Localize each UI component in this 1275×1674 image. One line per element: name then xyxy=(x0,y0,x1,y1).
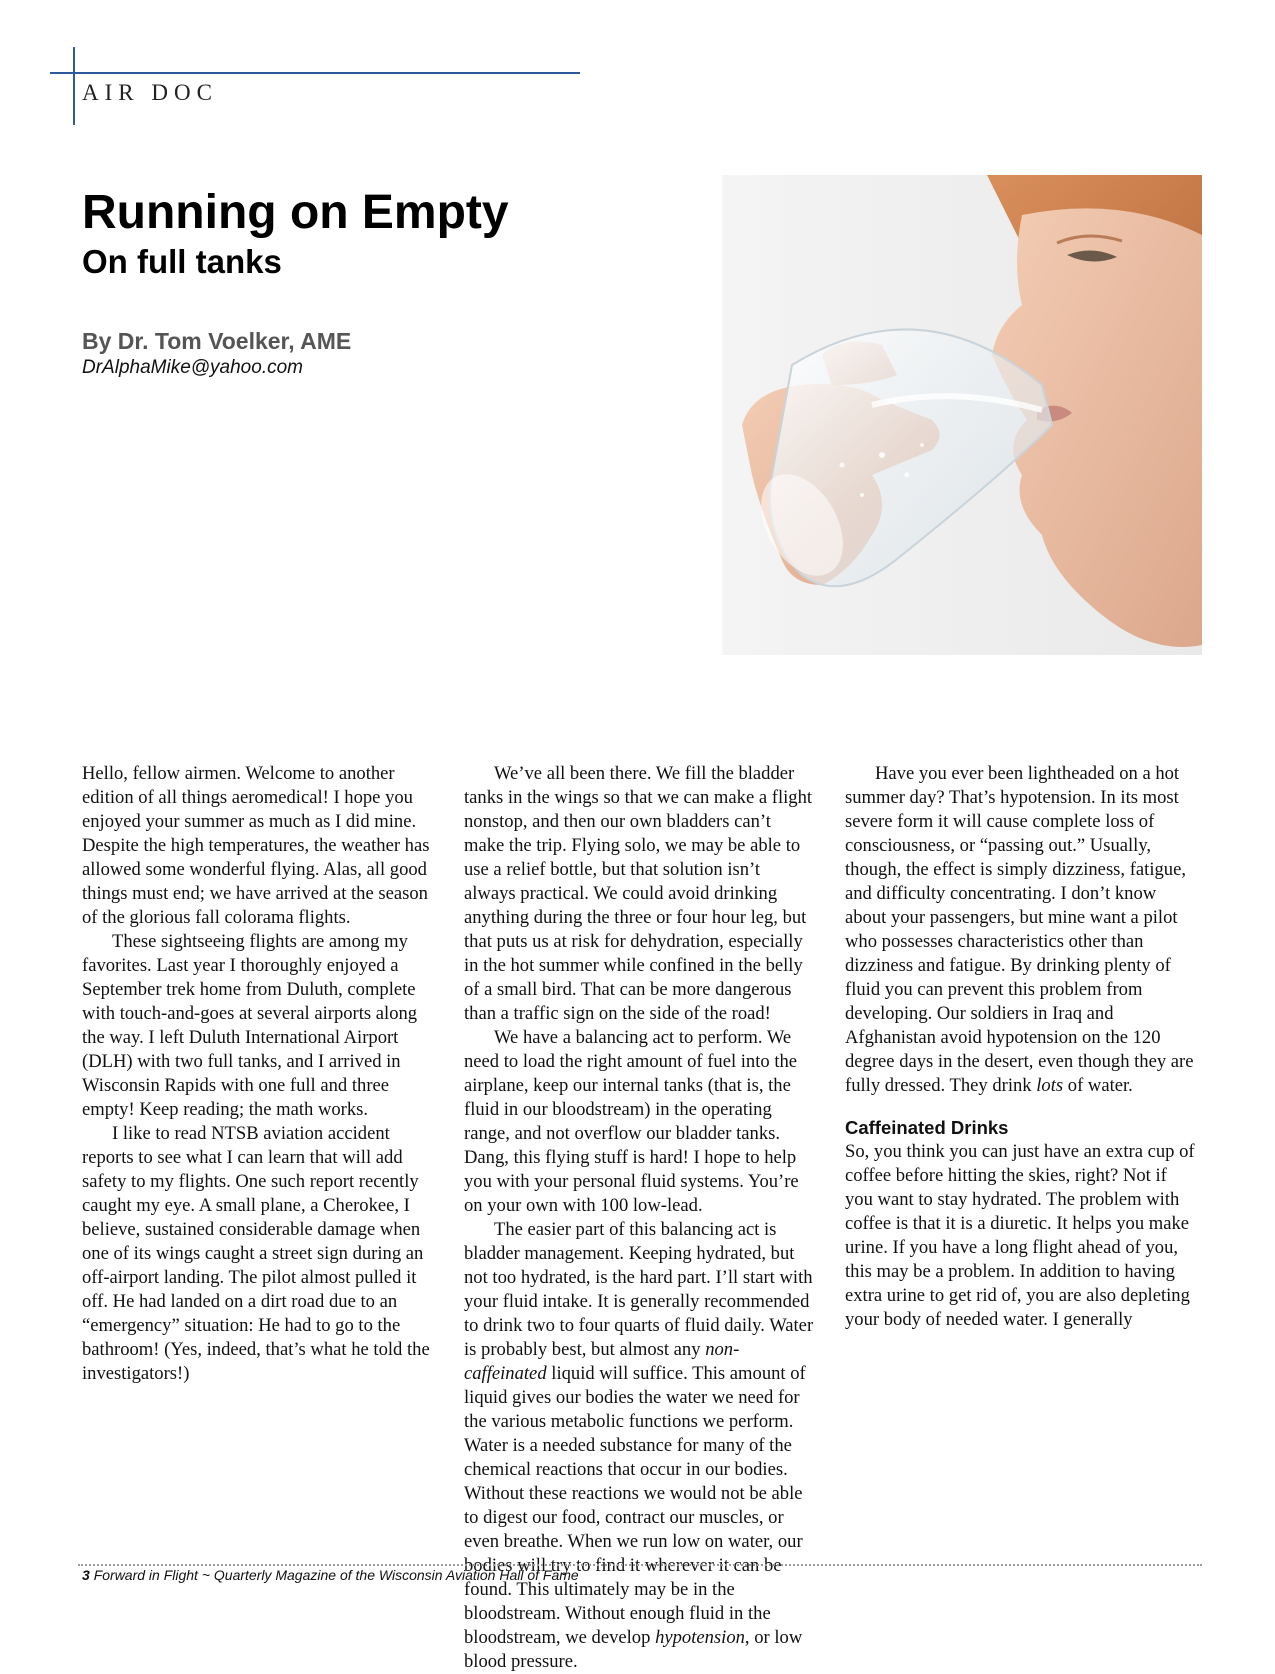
paragraph-7-text-a: Have you ever been lightheaded on a hot summer day? That’s hypotension. In its most severe form it will cause complete loss of consciousness, or “passing out.” Usually, though, the effect is simply dizziness, fatigue, and difficulty concentrating. I don’t know about your passengers, but mine want a pilot who possesses characteristics other than dizziness and fatigue. By drinking plenty of fluid you can prevent this problem from developing. Our soldiers in Iraq and Afghanistan avoid hypotension on the 120 degree days in the desert, even though they are fully dressed. They drink xyxy=(845,763,1194,1096)
section-rule xyxy=(50,72,580,74)
byline: By Dr. Tom Voelker, AME xyxy=(82,328,352,354)
page-footer xyxy=(82,1567,579,1583)
column-1 xyxy=(82,762,432,1386)
woman-drinking-water-illustration xyxy=(722,175,1202,655)
author-email: DrAlphaMike@yahoo.com xyxy=(82,357,303,378)
article-title: Running on Empty xyxy=(82,186,509,239)
paragraph-6-text-c: , or low blood pressure. xyxy=(464,1627,803,1672)
paragraph-8: So, you think you can just have an extra cup of coffee before hitting the skies, right? Not if you want to stay hydrated. The problem with coffee is that it is a diuretic. It helps you make urine. If you have a long flight ahead of you, this may be a problem. In addition to having extra urine to get rid of, you are also depleting your body of needed water. I generally xyxy=(845,1141,1195,1330)
column-2 xyxy=(464,762,814,1674)
section-label: AIR DOC xyxy=(82,80,218,105)
page-number: 3 xyxy=(82,1567,90,1583)
photo-svg xyxy=(722,175,1202,655)
paragraph-7-text-b: of water. xyxy=(1063,1075,1133,1096)
paragraph-3: I like to read NTSB aviation accident reports to see what I can learn that will add safety to my flights. One such report recently caught my eye. A small plane, a Cherokee, I believe, sustained considerable damage when one of its wings caught a street sign during an off-airport landing. The pilot almost pulled it off. He had landed on a dirt road due to an “emergency” situation: He had to go to the bathroom! (Yes, indeed, that’s what he told the investigators!) xyxy=(82,1123,430,1384)
subheading-caffeinated-drinks: Caffeinated Drinks xyxy=(845,1117,1009,1138)
paragraph-6 xyxy=(464,1218,814,1674)
paragraph-1: Hello, fellow airmen. Welcome to another edition of all things aeromedical! I hope you enjoyed your summer as much as I did mine. Despite the high temperatures, the weather has allowed some wonderful flying. Alas, all good things must end; we have arrived at the season of the glorious fall colorama flights. xyxy=(82,763,430,928)
paragraph-5: We have a balancing act to perform. We need to load the right amount of fuel into the airplane, keep our internal tanks (that is, the fluid in our bloodstream) in the operating range, and not overflow our bladder tanks. Dang, this flying stuff is hard! I hope to help you with your personal fluid systems. You’re on your own with 100 low-lead. xyxy=(464,1027,799,1216)
emphasis-non-caffeinated: non-caffeinated xyxy=(464,1339,740,1384)
paragraph-7 xyxy=(845,762,1195,1098)
article-subtitle: On full tanks xyxy=(82,243,282,280)
emphasis-lots: lots xyxy=(1036,1075,1064,1096)
footer-text: Forward in Flight ~ Quarterly Magazine of the Wisconsin Aviation Hall of Fame xyxy=(93,1567,579,1583)
footer-rule xyxy=(78,1564,1202,1566)
emphasis-hypotension: hypotension xyxy=(655,1627,745,1648)
paragraph-4: We’ve all been there. We fill the bladder tanks in the wings so that we can make a flight nonstop, and then our own bladders can’t make the trip. Flying solo, we may be able to use a relief bottle, but that solution isn’t always practical. We could avoid drinking anything during the three or four hour leg, but that puts us at risk for dehydration, especially in the hot summer while confined in the belly of a small bird. That can be more dangerous than a traffic sign on the side of the road! xyxy=(464,763,813,1024)
column-3 xyxy=(845,762,1195,1332)
paragraph-2: These sightseeing flights are among my favorites. Last year I thoroughly enjoyed a September trek home from Duluth, complete with touch-and-goes at several airports along the way. I left Duluth International Airport (DLH) with two full tanks, and I arrived in Wisconsin Rapids with one full and three empty! Keep reading; the math works. xyxy=(82,931,418,1120)
paragraph-6-text-b: liquid will suffice. This amount of liquid gives our bodies the water we need for the various metabolic functions we perform. Water is a needed substance for many of the chemical reactions that occur in our bodies. Without these reactions we would not be able to digest our food, contract our muscles, or even breathe. When we run low on water, our bodies will try to find it wherever it can be found. This ultimately may be in the bloodstream. Without enough fluid in the bloodstream, we develop xyxy=(464,1363,806,1648)
paragraph-6-text-a: The easier part of this balancing act is bladder management. Keeping hydrated, but not too hydrated, is the hard part. I’ll start with your fluid intake. It is generally recommended to drink two to four quarts of fluid daily. Water is probably best, but almost any xyxy=(464,1219,814,1360)
section-vertical-rule xyxy=(73,47,75,125)
